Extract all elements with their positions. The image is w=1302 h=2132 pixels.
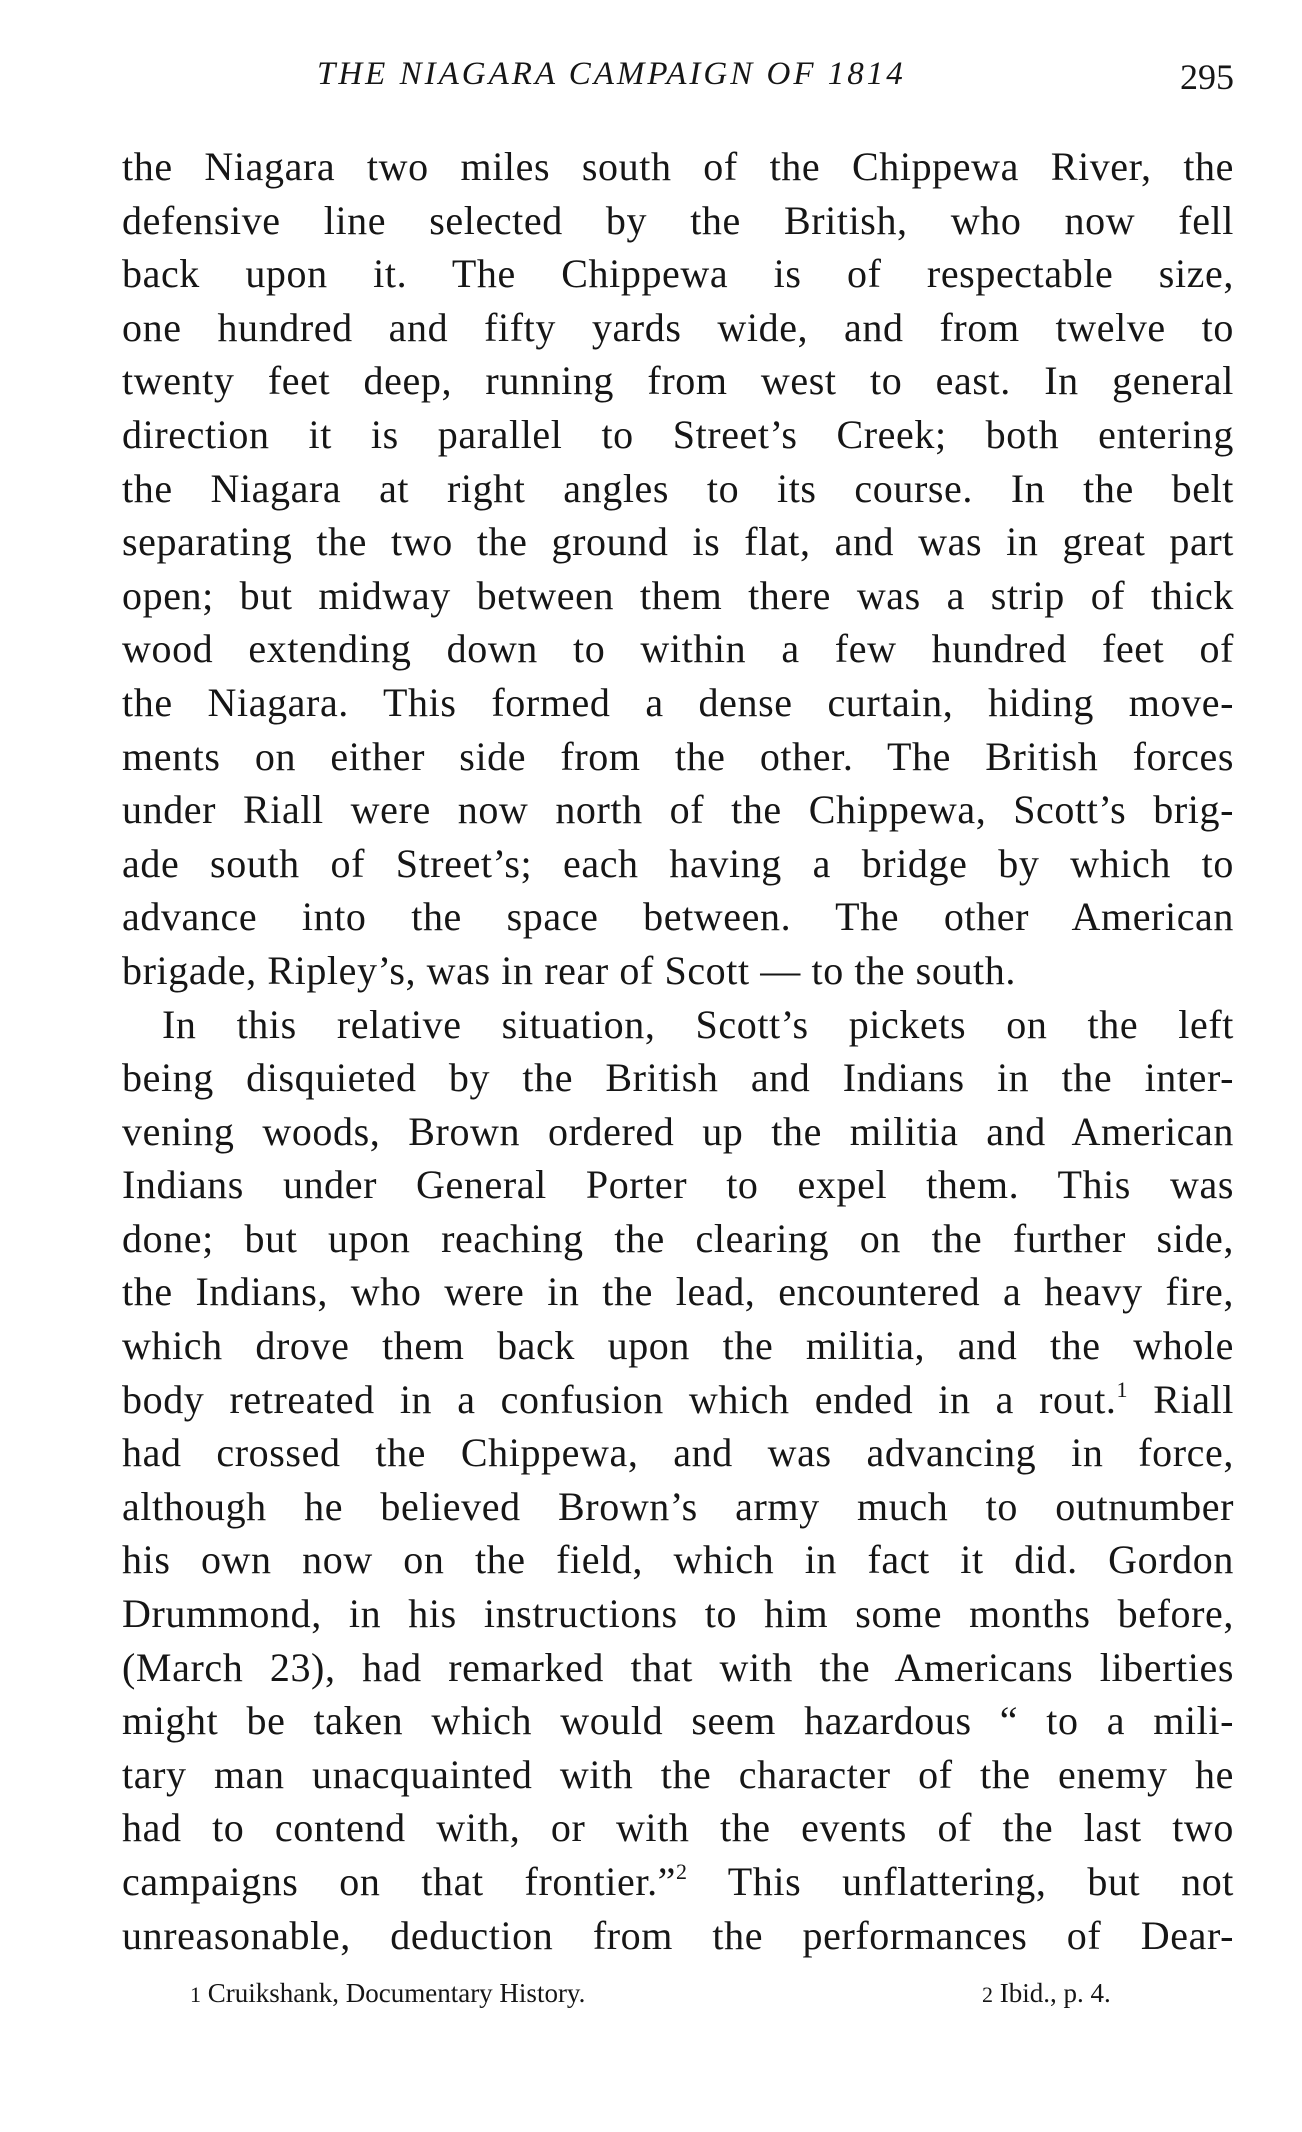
text-segment: campaigns on that frontier.”: [122, 1859, 677, 1904]
text-line: tary man unacquainted with the character of the enemy he: [122, 1751, 1234, 1797]
running-header: [122, 56, 1234, 106]
footnote-mark: 2: [982, 1982, 993, 2007]
text-segment: body retreated in a confusion which ended in a rout.: [122, 1376, 1117, 1422]
text-line: defensive line selected by the British, who now fell: [122, 197, 1234, 243]
text-line: back upon it. The Chippewa is of respectable size,: [122, 251, 1234, 297]
text-line: unreasonable, deduction from the performances of Dear-: [122, 1912, 1234, 1958]
text-line: advance into the space between. The other American: [122, 894, 1234, 940]
text-line: [122, 1373, 1234, 1427]
text-line: ments on either side from the other. The British forces: [122, 733, 1234, 779]
page-number: 295: [1180, 57, 1234, 97]
text-line: being disquieted by the British and Indians in the inter-: [122, 1055, 1234, 1101]
text-line: his own now on the field, which in fact it did. Gordon: [122, 1537, 1234, 1583]
text-line: had crossed the Chippewa, and was advancing in force,: [122, 1430, 1234, 1476]
text-line: had to contend with, or with the events of the last two: [122, 1805, 1234, 1851]
body-text: [122, 140, 1234, 1962]
text-line: the Niagara at right angles to its course. In the belt: [122, 465, 1234, 511]
text-line: twenty feet deep, running from west to east. In general: [122, 358, 1234, 404]
text-line: the Indians, who were in the lead, encountered a heavy fire,: [122, 1269, 1234, 1315]
footnote-ref: 1: [1116, 1376, 1129, 1402]
text-segment: Riall: [1153, 1376, 1234, 1422]
text-segment: This unflattering, but not: [727, 1859, 1235, 1904]
text-line: wood extending down to within a few hundred feet of: [122, 626, 1234, 672]
text-line: [122, 1855, 1234, 1909]
text-line: done; but upon reaching the clearing on the further side,: [122, 1215, 1234, 1261]
text-line: In this relative situation, Scott’s pickets on the left: [162, 1001, 1234, 1047]
text-line: one hundred and fifty yards wide, and from twelve to: [122, 304, 1234, 350]
text-line: ade south of Street’s; each having a bridge by which to: [122, 840, 1234, 886]
footnote-2: [982, 1978, 1111, 2012]
text-line: Drummond, in his instructions to him some months before,: [122, 1591, 1234, 1637]
text-line: separating the two the ground is flat, and was in great part: [122, 519, 1234, 565]
footnotes: [122, 1978, 1234, 2018]
footnote-text: Cruikshank, Documentary History.: [207, 1978, 586, 2008]
running-title: THE NIAGARA CAMPAIGN OF 1814: [317, 56, 906, 92]
footnote-text: Ibid., p. 4.: [999, 1978, 1111, 2008]
text-line: direction it is parallel to Street’s Creek; both entering: [122, 411, 1234, 457]
footnote-1: [190, 1978, 585, 2012]
text-line: which drove them back upon the militia, and the whole: [122, 1323, 1234, 1369]
text-line: the Niagara. This formed a dense curtain, hiding move-: [122, 679, 1234, 725]
text-line: the Niagara two miles south of the Chippewa River, the: [122, 144, 1234, 189]
text-line: open; but midway between them there was a strip of thick: [122, 572, 1234, 618]
text-line: (March 23), had remarked that with the Americans liberties: [122, 1644, 1234, 1690]
text-line: might be taken which would seem hazardous “ to a mili-: [122, 1698, 1234, 1744]
footnote-ref: 2: [676, 1859, 688, 1884]
text-line: under Riall were now north of the Chippewa, Scott’s brig-: [122, 787, 1234, 833]
text-line: Indians under General Porter to expel them. This was: [122, 1162, 1234, 1208]
text-line: brigade, Ripley’s, was in rear of Scott — to the south.: [122, 947, 1016, 993]
footnote-mark: 1: [190, 1982, 201, 2007]
text-line: although he believed Brown’s army much to outnumber: [122, 1483, 1234, 1529]
text-line: vening woods, Brown ordered up the militia and American: [122, 1108, 1234, 1154]
